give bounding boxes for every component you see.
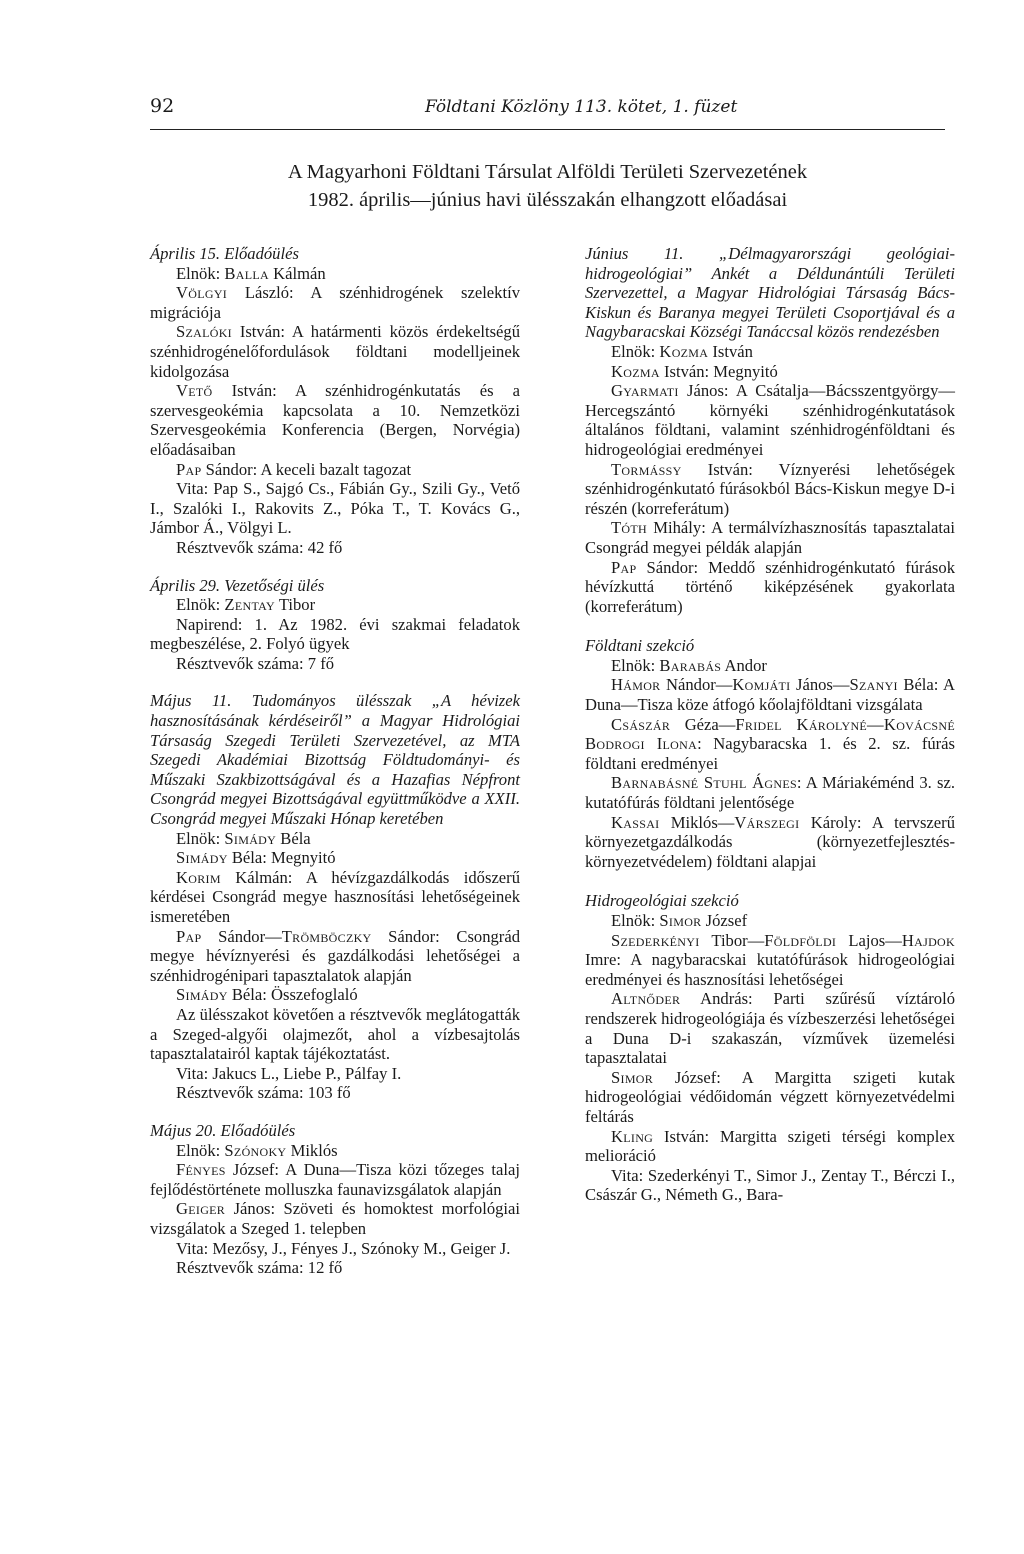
discussion-line: Vita: Jakucs L., Liebe P., Pálfay I. (176, 1063, 402, 1083)
discussion-line: Vita: Pap S., Sajgó Cs., Fábián Gy., Szili Gy., Vető I., Szalóki I., Rakovits Z., Póka T., T. Kovács G., Jámbor Á., Völgyi L. (150, 479, 520, 538)
section-geology (585, 636, 955, 871)
talk-entry: Tóth Mihály: A termálvízhasznosítás tapasztalatai Csongrád megyei példák alapján (585, 518, 955, 557)
discussion-line: Vita: Mezősy, J., Fényes J., Szónoky M., Geiger J. (176, 1238, 511, 1258)
talk-entry: Völgyi László: A szénhidrogének szelektív migrációja (150, 283, 520, 322)
session-heading (150, 1121, 520, 1141)
participants-line: Résztvevők száma: 103 fő (176, 1083, 351, 1103)
chair-line: Elnök: Simor József (611, 911, 748, 930)
session-type: Előadóülés (224, 244, 299, 263)
section-heading: Hidrogeológiai szekció (585, 891, 739, 911)
talk-entry: Tormássy István: Víznyerési lehetőségek szénhidrogénkutató fúrásokból Bács-Kiskun megye D-i részén (korreferátum) (585, 459, 955, 518)
title-line-1: A Magyarhoni Földtani Társulat Alföldi Területi Szervezetének (287, 161, 808, 183)
section-hydrogeology (585, 891, 955, 1205)
session-date: Június 11. (585, 244, 684, 263)
section-heading: Földtani szekció (585, 636, 695, 656)
note-paragraph: Az ülésszakot követően a résztvevők meglátogatták a Szeged-algyői olajmezőt, ahol a vízbesajtolás tapasztalatairól kaptak tájékoztatást. (150, 1004, 520, 1064)
page-number: 92 (150, 95, 175, 117)
talk-entry: Korim Kálmán: A hévízgazdálkodás időszerű kérdései Csongrád megye hasznosítási lehetőségeinek ismeretében (150, 867, 520, 926)
discussion-line: Vita: Szederkényi T., Simor J., Zentay T., Bérczi I., Császár G., Németh G., Bara- (585, 1165, 955, 1205)
talk-entry: Császár Géza—Fridel Károlyné—Kovácsné Bodrogi Ilona: Nagybaracska 1. és 2. sz. fúrás földtani eredményei (585, 714, 955, 773)
talk-entry: Barnabásné Stuhl Ágnes: A Máriakéménd 3. sz. kutatófúrás földtani jelentősége (585, 773, 955, 813)
talk-entry: Simor József: A Margitta szigeti kutak hidrogeológiai védőidomán végzett környezetvédelmi feltárás (585, 1067, 955, 1126)
running-head: Földtani Közlöny 113. kötet, 1. füzet (425, 97, 738, 117)
talk-entry: Szalóki István: A határmenti közös érdekeltségű szénhidrogénelőfordulások földtani modelljeinek kidolgozása (150, 322, 520, 381)
talk-entry: Simády Béla: Megnyitó (176, 848, 336, 868)
session-may-11 (150, 691, 520, 1102)
right-column (585, 244, 955, 1223)
session-type: „Délmagyarországi geológiai-hidrogeológiai” Ankét a Déldunántúli Területi Szervezettel, a Magyar Hidrológiai Társaság Bács-Kiskun és Baranya megyei Területi Csoportjával és a Nagybaracskai Községi Tanáccsal közös rendezésben (585, 244, 955, 342)
left-column (150, 244, 520, 1296)
session-heading (150, 576, 520, 596)
talk-entry: Altnőder András: Parti szűrésű víztároló rendszerek hidrogeológiája és vízbeszerzési lehetőségei a Duna D-i szakaszán, vízművek üzemelési tapasztalatai (585, 989, 955, 1068)
talk-entry: Pap Sándor: Meddő szénhidrogénkutató fúrások hévízkuttá történő kiképzésének gyakorlata (korreferátum) (585, 557, 955, 616)
title-line-2: 1982. április—június havi ülésszakán elhangzott előadásai (307, 189, 788, 211)
talk-entry: Kling István: Margitta szigeti térségi komplex melioráció (585, 1126, 955, 1166)
agenda-line: Napirend: 1. Az 1982. évi szakmai feladatok megbeszélése, 2. Folyó ügyek (150, 614, 520, 654)
participants-line: Résztvevők száma: 42 fő (176, 537, 343, 557)
participants-line: Résztvevők száma: 7 fő (176, 653, 335, 673)
talk-entry: Hámor Nándor—Komjáti János—Szanyi Béla: A Duna—Tisza köze átfogó kőolajföldtani vizsgálata (585, 675, 955, 715)
session-type: Vezetőségi ülés (224, 575, 325, 595)
session-april-15 (150, 244, 520, 558)
session-date: Április 15. (150, 244, 221, 263)
talk-entry: Pap Sándor: A keceli bazalt tagozat (176, 459, 412, 479)
talk-entry: Simády Béla: Összefoglaló (176, 985, 358, 1005)
chair-line: Elnök: Simády Béla (176, 828, 311, 848)
session-type: Tudományos ülésszak „A hévizek hasznosításának kérdéseiről” a Magyar Hidrológiai Társaság Szegedi Területi Szervezetével, az MTA Szegedi Akadémiai Bizottság Földtudományi- és Műszaki Szakbizottságával és a Hazafias Népfront Csongrád megyei Bizottságával együttműködve a XXII. Csongrád megyei Műszaki Hónap keretében (150, 691, 520, 829)
session-heading (150, 691, 520, 828)
talk-entry: Fényes József: A Duna—Tisza közi tőzeges talaj fejlődéstörténete molluszka faunavizsgálatok alapján (150, 1160, 520, 1199)
talk-entry: Geiger János: Szöveti és homoktest morfológiai vizsgálatok a Szeged 1. telepben (150, 1199, 520, 1238)
talk-entry: Szederkényi Tibor—Földföldi Lajos—Hajdok Imre: A nagybaracskai kutatófúrások hidrogeológiai eredményei és hasznosítási lehetőségei (585, 930, 955, 989)
talk-entry: Gyarmati János: A Csátalja—Bácsszentgyörgy—Hercegszántó környéki szénhidrogénkutatások általános földtani, valamint szénhidrogénföldtani és hidrogeológiai eredményei (585, 381, 955, 459)
talk-entry: Pap Sándor—Trömböczky Sándor: Csongrád megye hévíznyerési és gazdálkodási lehetőségei a szénhidrogénipari tapasztalatok alapján (150, 926, 520, 985)
talk-entry: Kozma István: Megnyitó (611, 361, 778, 381)
session-june-11 (585, 244, 955, 616)
talk-entry: Kassai Miklós—Várszegi Károly: A tervszerű környezetgazdálkodás (környezetfejlesztés-környezetvédelem) földtani alapjai (585, 812, 955, 871)
chair-line: Elnök: Kozma István (611, 341, 753, 361)
participants-line: Résztvevők száma: 12 fő (176, 1258, 343, 1278)
chair-line: Elnök: Barabás Andor (611, 655, 767, 675)
page-header (150, 95, 945, 130)
article-title (150, 158, 945, 214)
session-may-20 (150, 1121, 520, 1278)
chair-line: Elnök: Balla Kálmán (176, 263, 326, 283)
session-date: Május 20. (150, 1120, 217, 1140)
chair-line: Elnök: Zentay Tibor (176, 595, 316, 615)
session-type: Előadóülés (220, 1120, 296, 1140)
session-heading (150, 244, 520, 264)
chair-line: Elnök: Szónoky Miklós (176, 1140, 338, 1160)
session-date: Május 11. (150, 691, 232, 711)
session-april-29 (150, 576, 520, 674)
session-heading (585, 244, 955, 342)
session-date: Április 29. (150, 575, 221, 595)
talk-entry: Vető István: A szénhidrogénkutatás és a szervesgeokémia kapcsolata a 10. Nemzetközi Szervesgeokémia Konferencia (Bergen, Norvégia) előadásaiban (150, 381, 520, 459)
